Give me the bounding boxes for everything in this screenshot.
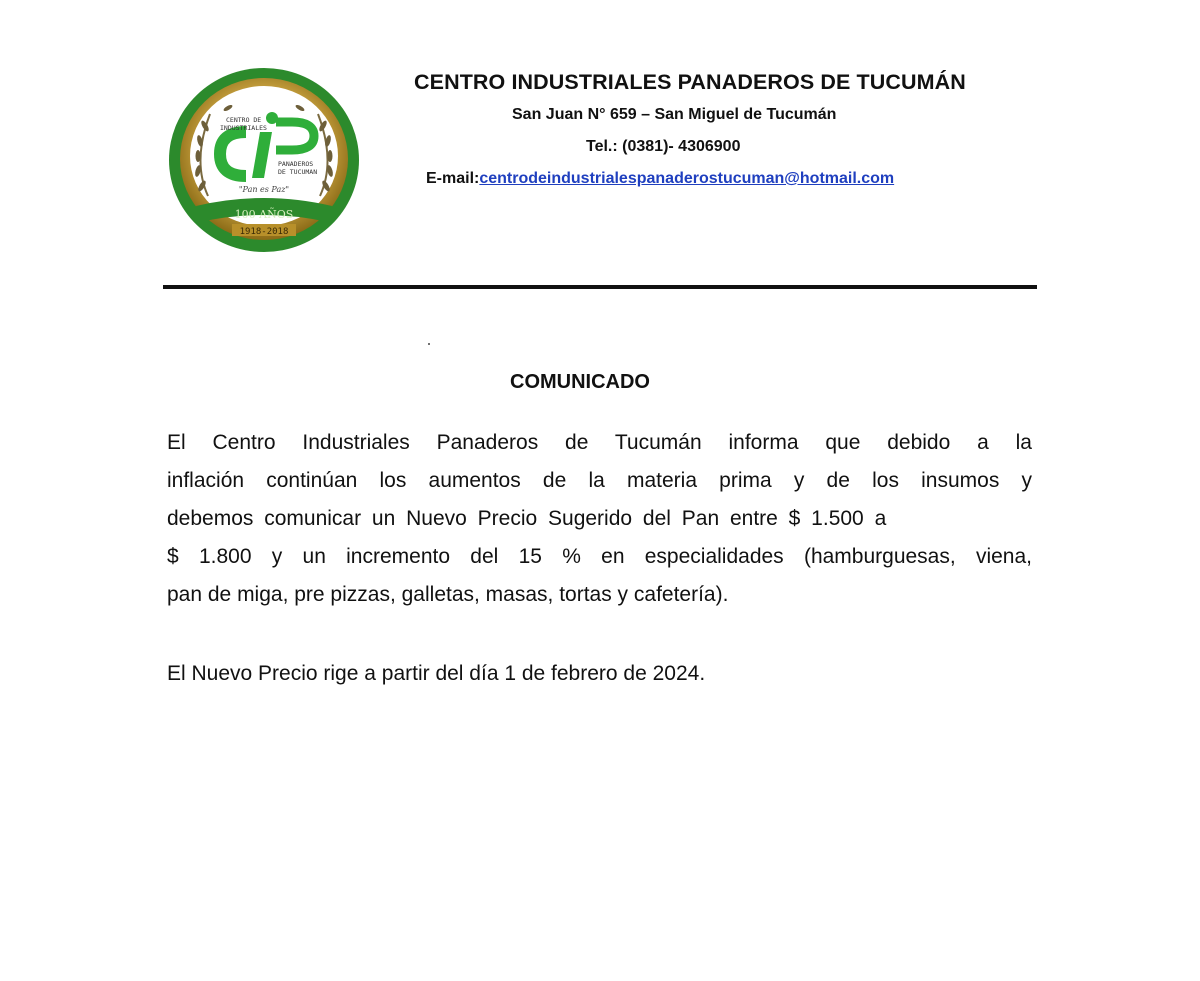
svg-text:PANADEROS: PANADEROS — [278, 160, 314, 168]
document-title — [0, 371, 1200, 394]
effective-date-text: El Nuevo Precio rige a partir del día 1 de febrero de 2024. — [167, 662, 706, 685]
email-line — [426, 170, 894, 188]
organization-logo — [168, 66, 360, 254]
email-link[interactable]: centrodeindustrialespanaderostucuman@hotmail.com — [479, 170, 895, 187]
svg-text:INDUSTRIALES: INDUSTRIALES — [220, 124, 267, 132]
paragraph-line: debemos comunicar un Nuevo Precio Sugerido del Pan entre $ 1.500 a — [167, 507, 887, 530]
svg-text:1918-2018: 1918-2018 — [239, 227, 289, 237]
stray-dot — [428, 343, 430, 345]
organization-phone: Tel.: (0381)- 4306900 — [586, 138, 741, 155]
svg-text:100 AÑOS: 100 AÑOS — [234, 208, 294, 221]
paragraph-line: pan de miga, pre pizzas, galletas, masas, tortas y cafetería). — [167, 583, 729, 606]
paragraph-line: El Centro Industriales Panaderos de Tucumán informa que debido a la — [167, 431, 1032, 454]
effective-date-paragraph — [167, 655, 1032, 693]
svg-text:"Pan es Paz": "Pan es Paz" — [238, 185, 290, 194]
organization-name: CENTRO INDUSTRIALES PANADEROS DE TUCUMÁN — [414, 70, 966, 94]
header-divider — [163, 285, 1037, 289]
email-label: E-mail: — [426, 170, 480, 187]
paragraph-line: inflación continúan los aumentos de la materia prima y de los insumos y — [167, 469, 1032, 492]
organization-address: San Juan N° 659 – San Miguel de Tucumán — [512, 106, 837, 123]
announcement-paragraph — [167, 424, 1032, 614]
paragraph-line: $ 1.800 y un incremento del 15 % en especialidades (hamburguesas, viena, — [167, 545, 1032, 568]
document-title-text: COMUNICADO — [510, 371, 650, 393]
svg-text:DE TUCUMAN: DE TUCUMAN — [278, 168, 318, 176]
svg-text:CENTRO DE: CENTRO DE — [226, 116, 262, 124]
